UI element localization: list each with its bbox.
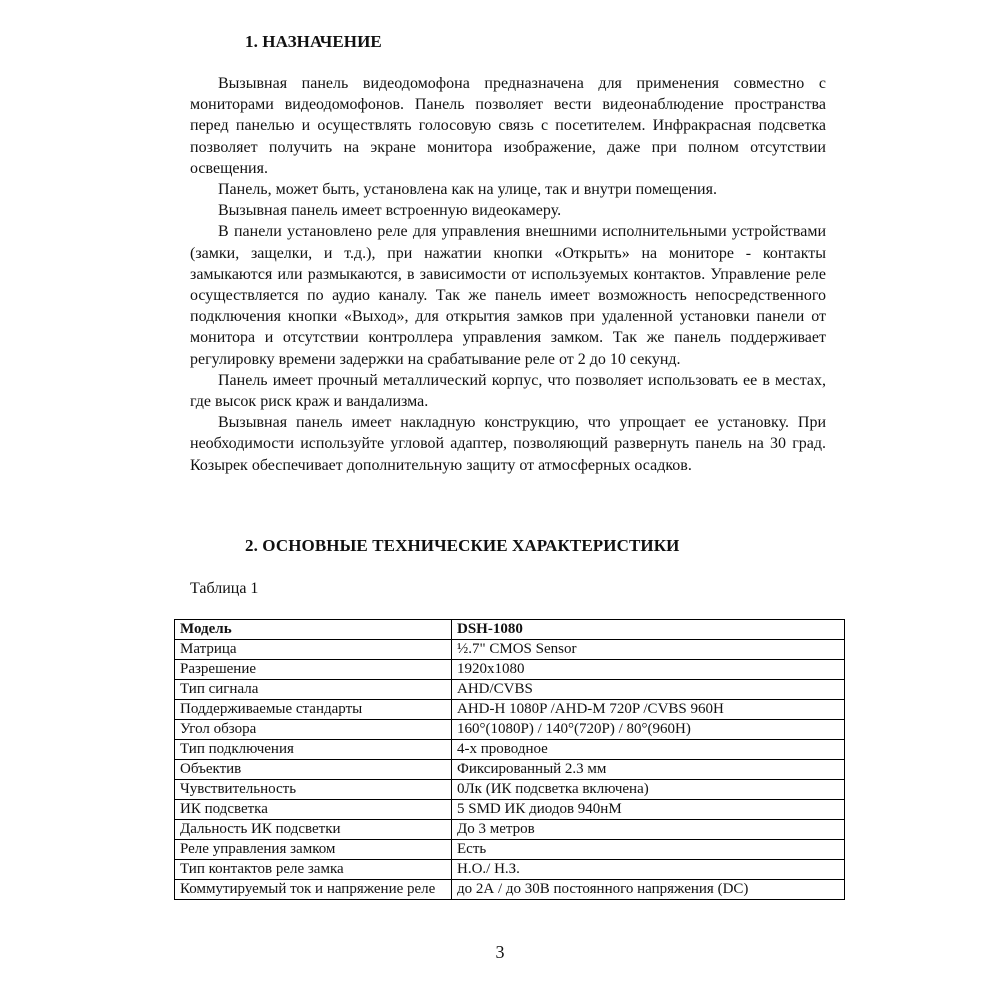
table-row [175,800,845,820]
table-row [175,860,845,880]
header-cell-model-label: Модель [175,620,452,640]
paragraph-relay: В панели установлено реле для управления внешними исполнительными устройствами (замки, защелки, и т.д.), при нажатии кнопки «Открыть» на мониторе - контакты замыкаются или размыкаются, в зависимости от используемых контактов. Управление реле осуществляется по аудио каналу. Так же панель имеет возможность непосредственного подключения кнопки «Выход», для открытия замков при удаленной установки панели от монитора и отсутствии контроллера управления замком. Так же панель поддерживает регулировку времени задержки на срабатывание реле от 2 до 10 секунд. [190,223,826,368]
spec-label: Чувствительность [175,780,452,800]
spec-label: Матрица [175,640,452,660]
spec-value: ½.7" CMOS Sensor [452,640,845,660]
spec-label: ИК подсветка [175,800,452,820]
table-row [175,720,845,740]
spec-value: 0Лк (ИК подсветка включена) [452,780,845,800]
spec-label: Разрешение [175,660,452,680]
table-row [175,820,845,840]
spec-value: 5 SMD ИК диодов 940нМ [452,800,845,820]
spec-label: Поддерживаемые стандарты [175,700,452,720]
specs-table [174,619,845,900]
spec-value: 160°(1080P) / 140°(720P) / 80°(960H) [452,720,845,740]
section-2-heading: 2. ОСНОВНЫЕ ТЕХНИЧЕСКИЕ ХАРАКТЕРИСТИКИ [245,536,680,555]
spec-value: AHD-H 1080P /AHD-M 720P /CVBS 960H [452,700,845,720]
table-header-row [175,620,845,640]
table-row [175,840,845,860]
spec-label: Коммутируемый ток и напряжение реле [175,880,452,900]
paragraph-housing: Панель имеет прочный металлический корпус, что позволяет использовать ее в местах, где высок риск краж и вандализма. [190,371,826,411]
table-row [175,880,845,900]
table-row [175,780,845,800]
spec-label: Тип контактов реле замка [175,860,452,880]
paragraph-purpose: Вызывная панель видеодомофона предназначена для применения совместно с мониторами видеодомофонов. Панель позволяет вести видеонаблюдение пространства перед панелью и осуществлять голосовую связь с посетителем. Инфракрасная подсветка позволяет получить на экране монитора изображение, даже при полном отсутствии освещения. [190,75,826,177]
spec-label: Объектив [175,760,452,780]
spec-value: 1920x1080 [452,660,845,680]
paragraph-installation: Панель, может быть, установлена как на улице, так и внутри помещения. [218,181,717,199]
spec-value: 4-х проводное [452,740,845,760]
spec-label: Тип сигнала [175,680,452,700]
page-number: 3 [495,942,505,962]
section-1-heading: 1. НАЗНАЧЕНИЕ [245,32,382,51]
table-row [175,640,845,660]
paragraph-camera: Вызывная панель имеет встроенную видеокамеру. [218,202,562,220]
spec-label: Реле управления замком [175,840,452,860]
spec-value: AHD/CVBS [452,680,845,700]
spec-value: Есть [452,840,845,860]
table-row [175,680,845,700]
table-row [175,660,845,680]
paragraph-mounting: Вызывная панель имеет накладную конструкцию, что упрощает ее установку. При необходимости используйте угловой адаптер, позволяющий развернуть панель на 30 град. Козырек обеспечивает дополнительную защиту от атмосферных осадков. [190,414,826,474]
spec-value: Н.О./ Н.З. [452,860,845,880]
spec-label: Угол обзора [175,720,452,740]
spec-value: Фиксированный 2.3 мм [452,760,845,780]
spec-label: Дальность ИК подсветки [175,820,452,840]
spec-label: Тип подключения [175,740,452,760]
spec-value: До 3 метров [452,820,845,840]
table-caption: Таблица 1 [190,580,259,597]
table-row [175,740,845,760]
section-1-body [190,73,826,476]
spec-value: до 2А / до 30В постоянного напряжения (DC) [452,880,845,900]
header-cell-model-value: DSH-1080 [452,620,845,640]
table-row [175,700,845,720]
table-row [175,760,845,780]
